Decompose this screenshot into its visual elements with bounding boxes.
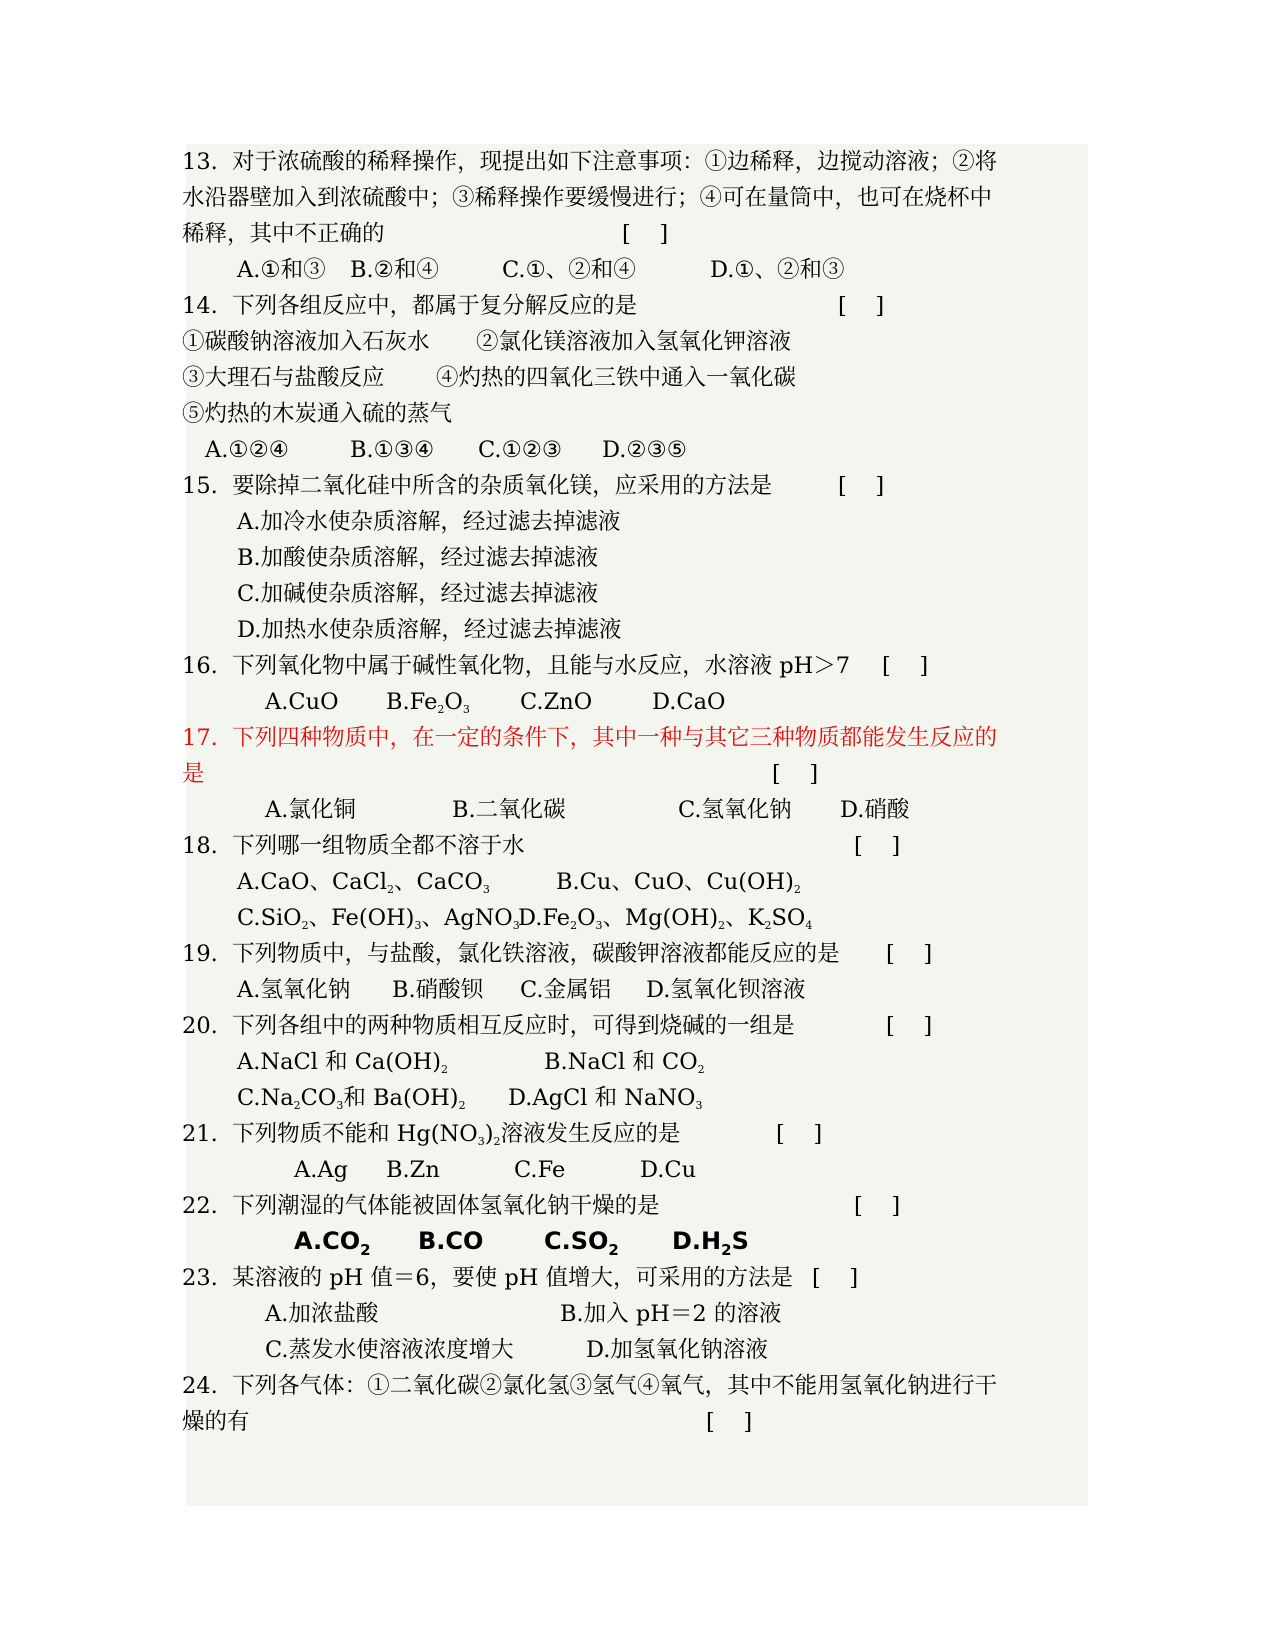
q14-option-a: A.①②④ bbox=[205, 437, 289, 463]
q23-option-a: A.加浓盐酸 bbox=[265, 1301, 379, 1327]
q22-answer-bracket: [ ] bbox=[854, 1193, 901, 1219]
q13-answer-bracket: [ ] bbox=[622, 221, 669, 247]
q21-stem: 21. 下列物质不能和 $Hg(NO_3)_2$溶液发生反应的是 bbox=[182, 1121, 681, 1148]
q17-line2: 是 bbox=[182, 761, 205, 787]
q15-option-a: A.加冷水使杂质溶解，经过滤去掉滤液 bbox=[237, 509, 621, 535]
q18-option-c: C.SiO$_2$、$Fe(OH)_3$、AgNO$_3$ bbox=[237, 905, 520, 932]
q17-option-b: B.二氧化碳 bbox=[452, 797, 566, 823]
q15-option-d: D.加热水使杂质溶解，经过滤去掉滤液 bbox=[237, 617, 622, 643]
q22-option-a: $A.CO_2$ bbox=[294, 1227, 371, 1259]
q14-option-c: C.①②③ bbox=[478, 437, 563, 463]
q21-option-a: A.Ag bbox=[294, 1157, 349, 1183]
q23-option-d: D.加氢氧化钠溶液 bbox=[586, 1337, 768, 1363]
q20-stem: 20. 下列各组中的两种物质相互反应时，可得到烧碱的一组是 bbox=[182, 1013, 795, 1039]
q14-item-2: ②氯化镁溶液加入氢氧化钾溶液 bbox=[476, 329, 792, 355]
q23-option-c: C.蒸发水使溶液浓度增大 bbox=[265, 1337, 514, 1363]
q24-answer-bracket: [ ] bbox=[706, 1409, 753, 1435]
q20-option-d: D.AgCl 和 NaNO$_3$ bbox=[508, 1085, 703, 1112]
q17-answer-bracket: [ ] bbox=[772, 761, 819, 787]
q20-answer-bracket: [ ] bbox=[886, 1013, 933, 1039]
q13-option-d: D.①、②和③ bbox=[710, 257, 845, 283]
q22-option-c: $C.SO_2$ bbox=[544, 1227, 619, 1259]
q14-item-1: ①碳酸钠溶液加入石灰水 bbox=[182, 329, 430, 355]
q16-option-b: $B.Fe_2O_3$ bbox=[386, 689, 470, 716]
q23-stem: 23. 某溶液的 pH 值＝6，要使 pH 值增大，可采用的方法是 bbox=[182, 1265, 794, 1291]
q18-option-a: A.CaO、CaCl$_2$、CaCO$_3$ bbox=[237, 869, 490, 896]
q14-item-3: ③大理石与盐酸反应 bbox=[182, 365, 385, 391]
q16-answer-bracket: [ ] bbox=[882, 653, 929, 679]
q15-option-c: C.加碱使杂质溶解，经过滤去掉滤液 bbox=[237, 581, 599, 607]
q22-option-d: $D.H_2S$ bbox=[672, 1227, 749, 1259]
q13-option-b: B.②和④ bbox=[350, 257, 439, 283]
q16-stem: 16. 下列氧化物中属于碱性氧化物，且能与水反应，水溶液 pH＞7 bbox=[182, 653, 851, 679]
q19-option-d: D.氢氧化钡溶液 bbox=[646, 977, 806, 1003]
q18-answer-bracket: [ ] bbox=[854, 833, 901, 859]
q20-option-b: B.NaCl 和 $CO_2$ bbox=[544, 1049, 705, 1076]
q19-option-b: B.硝酸钡 bbox=[392, 977, 484, 1003]
q19-stem: 19. 下列物质中，与盐酸，氯化铁溶液，碳酸钾溶液都能反应的是 bbox=[182, 941, 840, 967]
q22-stem: 22. 下列潮湿的气体能被固体氢氧化钠干燥的是 bbox=[182, 1193, 660, 1219]
q21-answer-bracket: [ ] bbox=[776, 1121, 823, 1147]
q19-option-c: C.金属铝 bbox=[520, 977, 612, 1003]
q13-option-a: A.①和③ bbox=[237, 257, 326, 283]
q14-stem: 14. 下列各组反应中，都属于复分解反应的是 bbox=[182, 293, 638, 319]
q24-line2: 燥的有 bbox=[182, 1409, 250, 1435]
q20-option-a: A.NaCl 和 $Ca(OH)_2$ bbox=[237, 1049, 448, 1076]
q22-option-b: B.CO bbox=[418, 1227, 484, 1255]
q23-option-b: B.加入 pH＝2 的溶液 bbox=[560, 1301, 782, 1327]
q24-line1: 24. 下列各气体：①二氧化碳②氯化氢③氢气④氧气，其中不能用氢氧化钠进行干 bbox=[182, 1373, 998, 1399]
q17-option-c: C.氢氧化钠 bbox=[678, 797, 792, 823]
q14-option-d: D.②③⑤ bbox=[602, 437, 687, 463]
q16-option-c: C.ZnO bbox=[520, 689, 593, 715]
q20-option-c: $C.Na_2CO_3$和 $Ba(OH)_2$ bbox=[237, 1085, 466, 1112]
q15-stem: 15. 要除掉二氧化硅中所含的杂质氧化镁，应采用的方法是 bbox=[182, 473, 773, 499]
q14-item-4: ④灼热的四氧化三铁中通入一氧化碳 bbox=[436, 365, 797, 391]
q18-stem: 18. 下列哪一组物质全都不溶于水 bbox=[182, 833, 525, 859]
q19-option-a: A.氢氧化钠 bbox=[237, 977, 351, 1003]
q13-line3: 稀释，其中不正确的 bbox=[182, 221, 385, 247]
q17-line1: 17. 下列四种物质中，在一定的条件下，其中一种与其它三种物质都能发生反应的 bbox=[182, 725, 998, 751]
q21-option-b: B.Zn bbox=[386, 1157, 440, 1183]
q21-option-c: C.Fe bbox=[514, 1157, 566, 1183]
q17-option-a: A.氯化铜 bbox=[265, 797, 356, 823]
q13-line1: 13. 对于浓硫酸的稀释操作，现提出如下注意事项：①边稀释，边搅动溶液；②将 bbox=[182, 149, 998, 175]
q15-answer-bracket: [ ] bbox=[838, 473, 885, 499]
q14-answer-bracket: [ ] bbox=[838, 293, 885, 319]
q15-option-b: B.加酸使杂质溶解，经过滤去掉滤液 bbox=[237, 545, 599, 571]
q16-option-d: D.CaO bbox=[652, 689, 726, 715]
q16-option-a: A.CuO bbox=[265, 689, 339, 715]
q18-option-b: B.Cu、CuO、$Cu(OH)_2$ bbox=[556, 869, 801, 896]
q18-option-d: $D.Fe_2O_3$、$Mg(OH)_2$、$K_2SO_4$ bbox=[518, 905, 813, 932]
q21-option-d: D.Cu bbox=[640, 1157, 697, 1183]
q13-line2: 水沿器壁加入到浓硫酸中；③稀释操作要缓慢进行；④可在量筒中，也可在烧杯中 bbox=[182, 185, 993, 211]
q14-item-5: ⑤灼热的木炭通入硫的蒸气 bbox=[182, 401, 453, 427]
q19-answer-bracket: [ ] bbox=[886, 941, 933, 967]
q23-answer-bracket: [ ] bbox=[812, 1265, 859, 1291]
q13-option-c: C.①、②和④ bbox=[502, 257, 636, 283]
q17-option-d: D.硝酸 bbox=[840, 797, 910, 823]
q14-option-b: B.①③④ bbox=[350, 437, 435, 463]
